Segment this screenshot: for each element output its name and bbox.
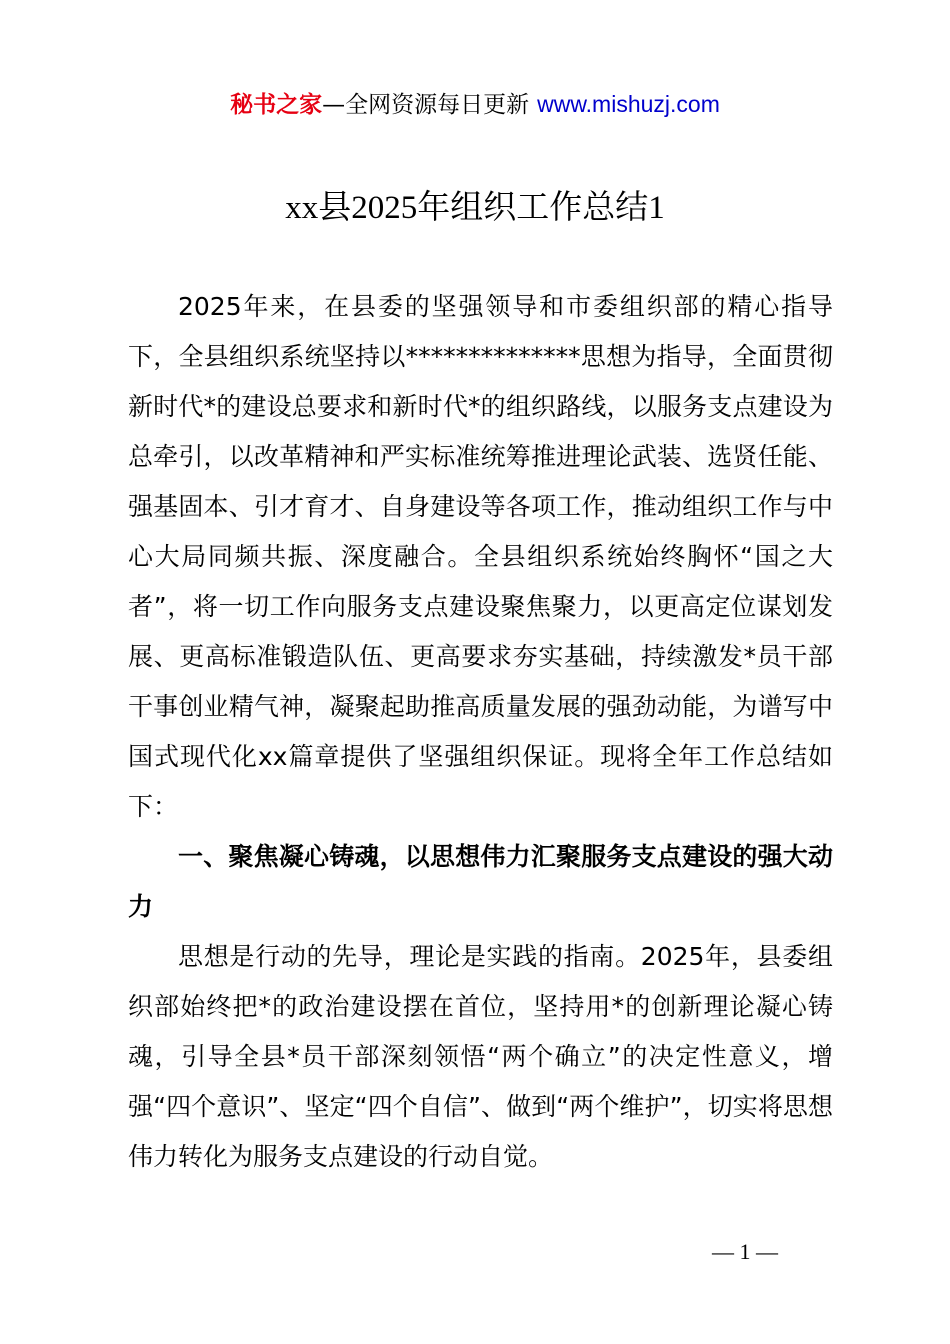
header-url-link[interactable]: www.mishuzj.com — [537, 91, 720, 117]
section-heading-1: 一、聚焦凝心铸魂，以思想伟力汇聚服务支点建设的强大动力 — [128, 842, 833, 921]
document-title: xx县2025年组织工作总结1 — [285, 190, 665, 226]
page-number: — 1 — — [712, 1239, 778, 1264]
intro-paragraph: 2025年来，在县委的坚强领导和市委组织部的精心指导下，全县组织系统坚持以**************思想为指导，全面贯彻新时代*的建设总要求和新时代*的组织路线，以服务支点建设为总牵引，以改革精神和严实标准统筹推进理论武装、选贤任能、强基固本、引才育才、自身建设等各项工作，推动组织工作与中心大局同频共振、深度融合。全县组织系统始终胸怀“国之大者”，将一切工作向服务支点建设聚焦聚力，以更高定位谋划发展、更高标准锻造队伍、更高要求夯实基础，持续激发*员干部干事创业精气神，凝聚起助推高质量发展的强劲动能，为谱写中国式现代化xx篇章提供了坚强组织保证。现将全年工作总结如下： — [128, 292, 833, 821]
document-body — [128, 282, 833, 1182]
header-dash: — — [322, 92, 346, 118]
section-1-paragraph: 思想是行动的先导，理论是实践的指南。2025年，县委组织部始终把*的政治建设摆在首位，坚持用*的创新理论凝心铸魂，引导全县*员干部深刻领悟“两个确立”的决定性意义，增强“四个意识”、坚定“四个自信”、做到“两个维护”，切实将思想伟力转化为服务支点建设的行动自觉。 — [128, 942, 833, 1171]
brand-name: 秘书之家 — [230, 92, 323, 118]
site-header — [0, 88, 950, 121]
header-tagline: 全网资源每日更新 — [345, 92, 530, 118]
